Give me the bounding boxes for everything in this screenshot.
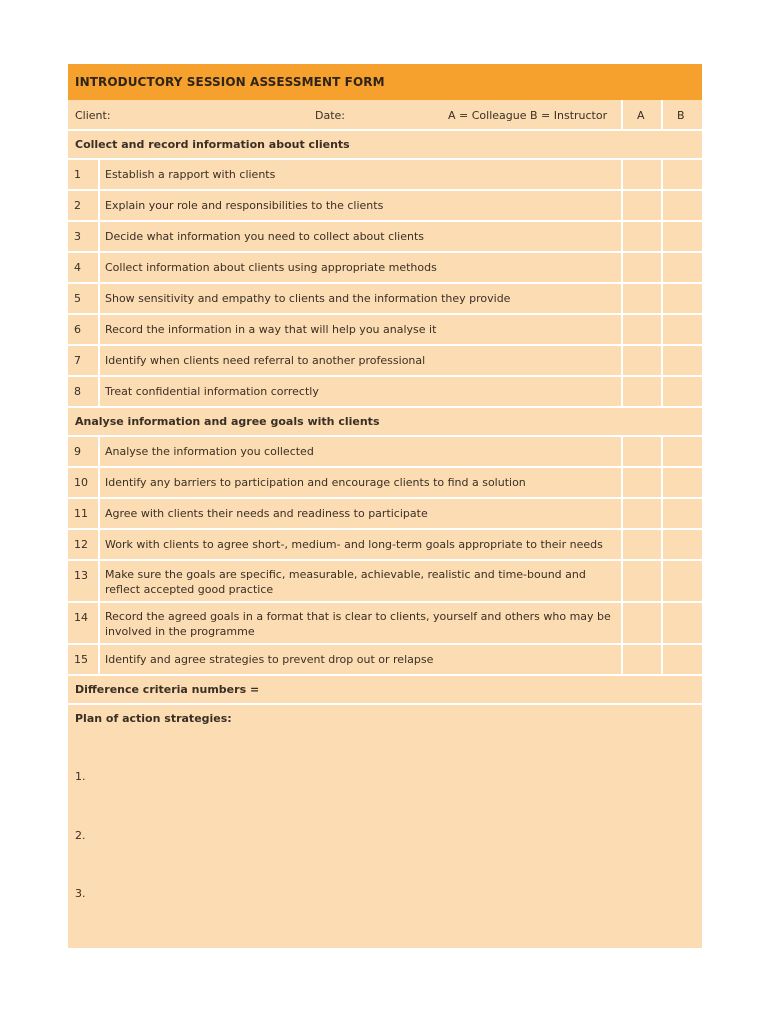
column-divider [661, 559, 663, 601]
row-divider [68, 643, 702, 645]
rater-legend: A = Colleague B = Instructor [448, 109, 608, 122]
rating-cell-b[interactable] [663, 603, 700, 643]
rating-cell-b[interactable] [663, 222, 700, 251]
column-divider [98, 282, 100, 313]
column-divider [98, 158, 100, 189]
rating-cell-a[interactable] [623, 315, 659, 344]
column-divider [661, 313, 663, 344]
rating-cell-a[interactable] [623, 437, 659, 466]
column-divider [98, 601, 100, 643]
rating-cell-a[interactable] [623, 530, 659, 559]
criterion-number: 6 [74, 323, 81, 336]
criterion-number: 5 [74, 292, 81, 305]
column-divider [661, 344, 663, 375]
criterion-text: Identify and agree strategies to prevent drop out or relapse [105, 653, 434, 666]
column-divider [98, 466, 100, 497]
column-divider [661, 528, 663, 559]
criterion-number: 2 [74, 199, 81, 212]
criterion-number: 13 [74, 569, 88, 582]
column-divider [661, 282, 663, 313]
rating-cell-a[interactable] [623, 346, 659, 375]
rating-cell-a[interactable] [623, 499, 659, 528]
column-divider [621, 158, 623, 189]
column-divider [621, 220, 623, 251]
row-divider [68, 497, 702, 499]
form-title: INTRODUCTORY SESSION ASSESSMENT FORM [68, 64, 702, 100]
row-divider [68, 158, 702, 160]
column-divider [661, 220, 663, 251]
column-divider [661, 466, 663, 497]
row-divider [68, 674, 702, 676]
rating-cell-a[interactable] [623, 377, 659, 406]
column-divider [661, 251, 663, 282]
row-divider [68, 220, 702, 222]
column-b-header: B [677, 109, 685, 122]
column-divider [621, 100, 623, 129]
assessment-form [68, 64, 702, 948]
column-divider [621, 251, 623, 282]
row-divider [68, 251, 702, 253]
row-divider [68, 528, 702, 530]
rating-cell-a[interactable] [623, 191, 659, 220]
criterion-number: 11 [74, 507, 88, 520]
plan-of-action-label: Plan of action strategies: [75, 712, 232, 725]
column-divider [661, 435, 663, 466]
row-divider [68, 375, 702, 377]
rating-cell-a[interactable] [623, 160, 659, 189]
column-divider [98, 220, 100, 251]
row-divider [68, 466, 702, 468]
rating-cell-b[interactable] [663, 468, 700, 497]
column-divider [621, 497, 623, 528]
column-divider [98, 559, 100, 601]
column-divider [98, 528, 100, 559]
criterion-text: Decide what information you need to collect about clients [105, 230, 425, 243]
rating-cell-a[interactable] [623, 645, 659, 674]
rating-cell-b[interactable] [663, 346, 700, 375]
rating-cell-b[interactable] [663, 561, 700, 601]
column-divider [621, 282, 623, 313]
criterion-text: Collect information about clients using appropriate methods [105, 261, 437, 274]
rating-cell-b[interactable] [663, 437, 700, 466]
criterion-text: Make sure the goals are specific, measurable, achievable, realistic and time-bound and reflect accepted good practice [105, 568, 586, 596]
row-divider [68, 282, 702, 284]
plan-item-number: 1. [75, 770, 86, 783]
column-divider [621, 313, 623, 344]
column-a-header: A [637, 109, 645, 122]
column-divider [621, 466, 623, 497]
column-divider [661, 158, 663, 189]
criterion-text: Record the information in a way that will help you analyse it [105, 323, 437, 336]
rating-cell-b[interactable] [663, 530, 700, 559]
column-divider [621, 643, 623, 674]
criterion-text: Agree with clients their needs and readiness to participate [105, 507, 428, 520]
row-divider [68, 344, 702, 346]
criterion-number: 1 [74, 168, 81, 181]
rating-cell-b[interactable] [663, 315, 700, 344]
criterion-text: Identify when clients need referral to another professional [105, 354, 426, 367]
column-divider [98, 643, 100, 674]
criterion-text: Identify any barriers to participation and encourage clients to find a solution [105, 476, 526, 489]
section-heading: Analyse information and agree goals with clients [75, 415, 380, 428]
row-divider [68, 189, 702, 191]
criterion-number: 3 [74, 230, 81, 243]
column-divider [98, 189, 100, 220]
criterion-number: 9 [74, 445, 81, 458]
rating-cell-b[interactable] [663, 160, 700, 189]
rating-cell-a[interactable] [623, 468, 659, 497]
criterion-text: Explain your role and responsibilities to the clients [105, 199, 384, 212]
rating-cell-b[interactable] [663, 191, 700, 220]
column-divider [621, 559, 623, 601]
criterion-text: Treat confidential information correctly [105, 385, 319, 398]
column-divider [98, 497, 100, 528]
date-label: Date: [315, 109, 345, 122]
rating-cell-b[interactable] [663, 645, 700, 674]
section-heading: Collect and record information about clients [75, 138, 350, 151]
criterion-text: Show sensitivity and empathy to clients and the information they provide [105, 292, 511, 305]
column-divider [661, 375, 663, 406]
criterion-number: 15 [74, 653, 88, 666]
column-divider [621, 435, 623, 466]
column-divider [621, 528, 623, 559]
rating-cell-b[interactable] [663, 253, 700, 282]
row-divider [68, 129, 702, 131]
column-divider [98, 251, 100, 282]
rating-cell-a[interactable] [623, 561, 659, 601]
row-divider [68, 601, 702, 603]
rating-cell-b[interactable] [663, 499, 700, 528]
criterion-number: 12 [74, 538, 88, 551]
row-divider [68, 435, 702, 437]
criterion-number: 10 [74, 476, 88, 489]
column-divider [621, 344, 623, 375]
column-divider [661, 189, 663, 220]
column-divider [98, 344, 100, 375]
row-divider [68, 703, 702, 705]
row-divider [68, 406, 702, 408]
rating-cell-a[interactable] [623, 284, 659, 313]
plan-item-number: 2. [75, 829, 86, 842]
criterion-number: 4 [74, 261, 81, 274]
criterion-text: Work with clients to agree short-, medium- and long-term goals appropriate to their needs [105, 538, 603, 551]
criterion-number: 8 [74, 385, 81, 398]
criterion-text: Record the agreed goals in a format that is clear to clients, yourself and others who may be involved in the programme [105, 610, 611, 638]
column-divider [621, 189, 623, 220]
row-divider [68, 313, 702, 315]
column-divider [661, 643, 663, 674]
plan-item-number: 3. [75, 887, 86, 900]
rating-cell-a[interactable] [623, 222, 659, 251]
column-divider [98, 435, 100, 466]
column-divider [661, 100, 663, 129]
rating-cell-a[interactable] [623, 603, 659, 643]
client-label: Client: [75, 109, 111, 122]
criterion-text: Establish a rapport with clients [105, 168, 276, 181]
criterion-number: 14 [74, 611, 88, 624]
difference-criteria-label: Difference criteria numbers = [75, 683, 260, 696]
column-divider [621, 375, 623, 406]
rating-cell-b[interactable] [663, 377, 700, 406]
criterion-text: Analyse the information you collected [105, 445, 314, 458]
rating-cell-b[interactable] [663, 284, 700, 313]
column-divider [98, 313, 100, 344]
criterion-number: 7 [74, 354, 81, 367]
column-divider [98, 375, 100, 406]
column-divider [621, 601, 623, 643]
column-divider [661, 497, 663, 528]
row-divider [68, 559, 702, 561]
column-divider [661, 601, 663, 643]
rating-cell-a[interactable] [623, 253, 659, 282]
